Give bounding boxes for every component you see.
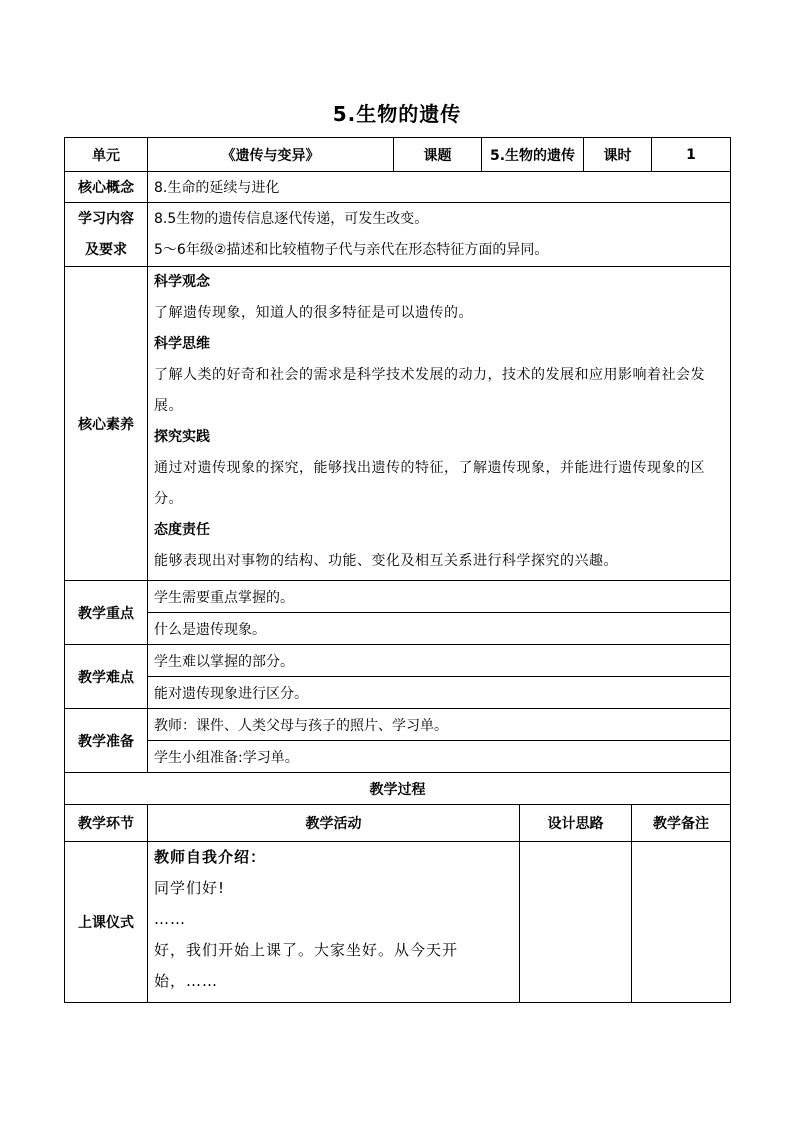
core-concept-value: 8.生命的延续与进化 xyxy=(148,172,731,203)
literacy-row xyxy=(65,267,731,581)
process-activity xyxy=(148,842,520,1003)
preparation-label: 教学准备 xyxy=(65,709,148,773)
requirements-label xyxy=(65,203,148,267)
process-stage: 上课仪式 xyxy=(65,842,148,1003)
col-notes-header: 教学备注 xyxy=(632,805,731,842)
literacy-heading: 探究实践 xyxy=(154,429,210,445)
process-design xyxy=(520,842,632,1003)
literacy-heading: 科学观念 xyxy=(154,274,210,290)
difficult-points-line2: 能对遗传现象进行区分。 xyxy=(148,677,731,709)
preparation-row xyxy=(65,709,731,741)
col-activity-header: 教学活动 xyxy=(148,805,520,842)
process-header-row xyxy=(65,805,731,842)
key-points-line2: 什么是遗传现象。 xyxy=(148,613,731,645)
topic-value: 5.生物的遗传 xyxy=(482,138,584,172)
literacy-text: 了解遗传现象，知道人的很多特征是可以遗传的。 xyxy=(154,305,473,321)
literacy-heading: 态度责任 xyxy=(154,522,210,538)
literacy-content xyxy=(148,267,731,581)
key-points-row xyxy=(65,613,731,645)
activity-heading: 教师自我介绍： xyxy=(154,848,267,866)
requirements-line2: 5～6年级②描述和比较植物子代与亲代在形态特征方面的异同。 xyxy=(154,241,549,258)
core-concept-row xyxy=(65,172,731,203)
col-design-header: 设计思路 xyxy=(520,805,632,842)
key-points-row xyxy=(65,581,731,613)
col-stage-header: 教学环节 xyxy=(65,805,148,842)
difficult-points-row xyxy=(65,645,731,677)
activity-line: …… xyxy=(154,910,186,928)
process-title-row xyxy=(65,773,731,805)
literacy-heading: 科学思维 xyxy=(154,336,210,352)
header-row xyxy=(65,138,731,172)
core-concept-label: 核心概念 xyxy=(65,172,148,203)
difficult-points-row xyxy=(65,677,731,709)
requirements-content xyxy=(148,203,731,267)
activity-line: 好，我们开始上课了。大家坐好。从今天开始，…… xyxy=(154,941,459,990)
period-label: 课时 xyxy=(584,138,652,172)
literacy-text: 了解人类的好奇和社会的需求是科学技术发展的动力，技术的发展和应用影响着社会发展。 xyxy=(154,367,705,414)
unit-label: 单元 xyxy=(65,138,148,172)
literacy-text: 通过对遗传现象的探究，能够找出遗传的特征，了解遗传现象，并能进行遗传现象的区分。 xyxy=(154,460,705,507)
requirements-label-line1: 学习内容 xyxy=(78,210,134,227)
requirements-line1: 8.5生物的遗传信息逐代传递，可发生改变。 xyxy=(154,210,429,227)
requirements-label-line2: 及要求 xyxy=(85,241,127,258)
difficult-points-label: 教学难点 xyxy=(65,645,148,709)
unit-value: 《遗传与变异》 xyxy=(148,138,394,172)
literacy-label: 核心素养 xyxy=(65,267,148,581)
preparation-line1: 教师：课件、人类父母与孩子的照片、学习单。 xyxy=(148,709,731,741)
preparation-line2: 学生小组准备:学习单。 xyxy=(148,741,731,773)
preparation-row xyxy=(65,741,731,773)
topic-label: 课题 xyxy=(394,138,482,172)
process-title: 教学过程 xyxy=(65,773,731,805)
literacy-text: 能够表现出对事物的结构、功能、变化及相互关系进行科学探究的兴趣。 xyxy=(154,553,618,569)
key-points-label: 教学重点 xyxy=(65,581,148,645)
process-notes xyxy=(632,842,731,1003)
document-title: 5.生物的遗传 xyxy=(332,102,462,126)
process-row xyxy=(65,842,731,1003)
lesson-plan-table xyxy=(64,137,731,1003)
period-value: 1 xyxy=(652,138,731,172)
key-points-line1: 学生需要重点掌握的。 xyxy=(148,581,731,613)
difficult-points-line1: 学生难以掌握的部分。 xyxy=(148,645,731,677)
activity-line: 同学们好! xyxy=(154,879,226,897)
requirements-row xyxy=(65,203,731,267)
